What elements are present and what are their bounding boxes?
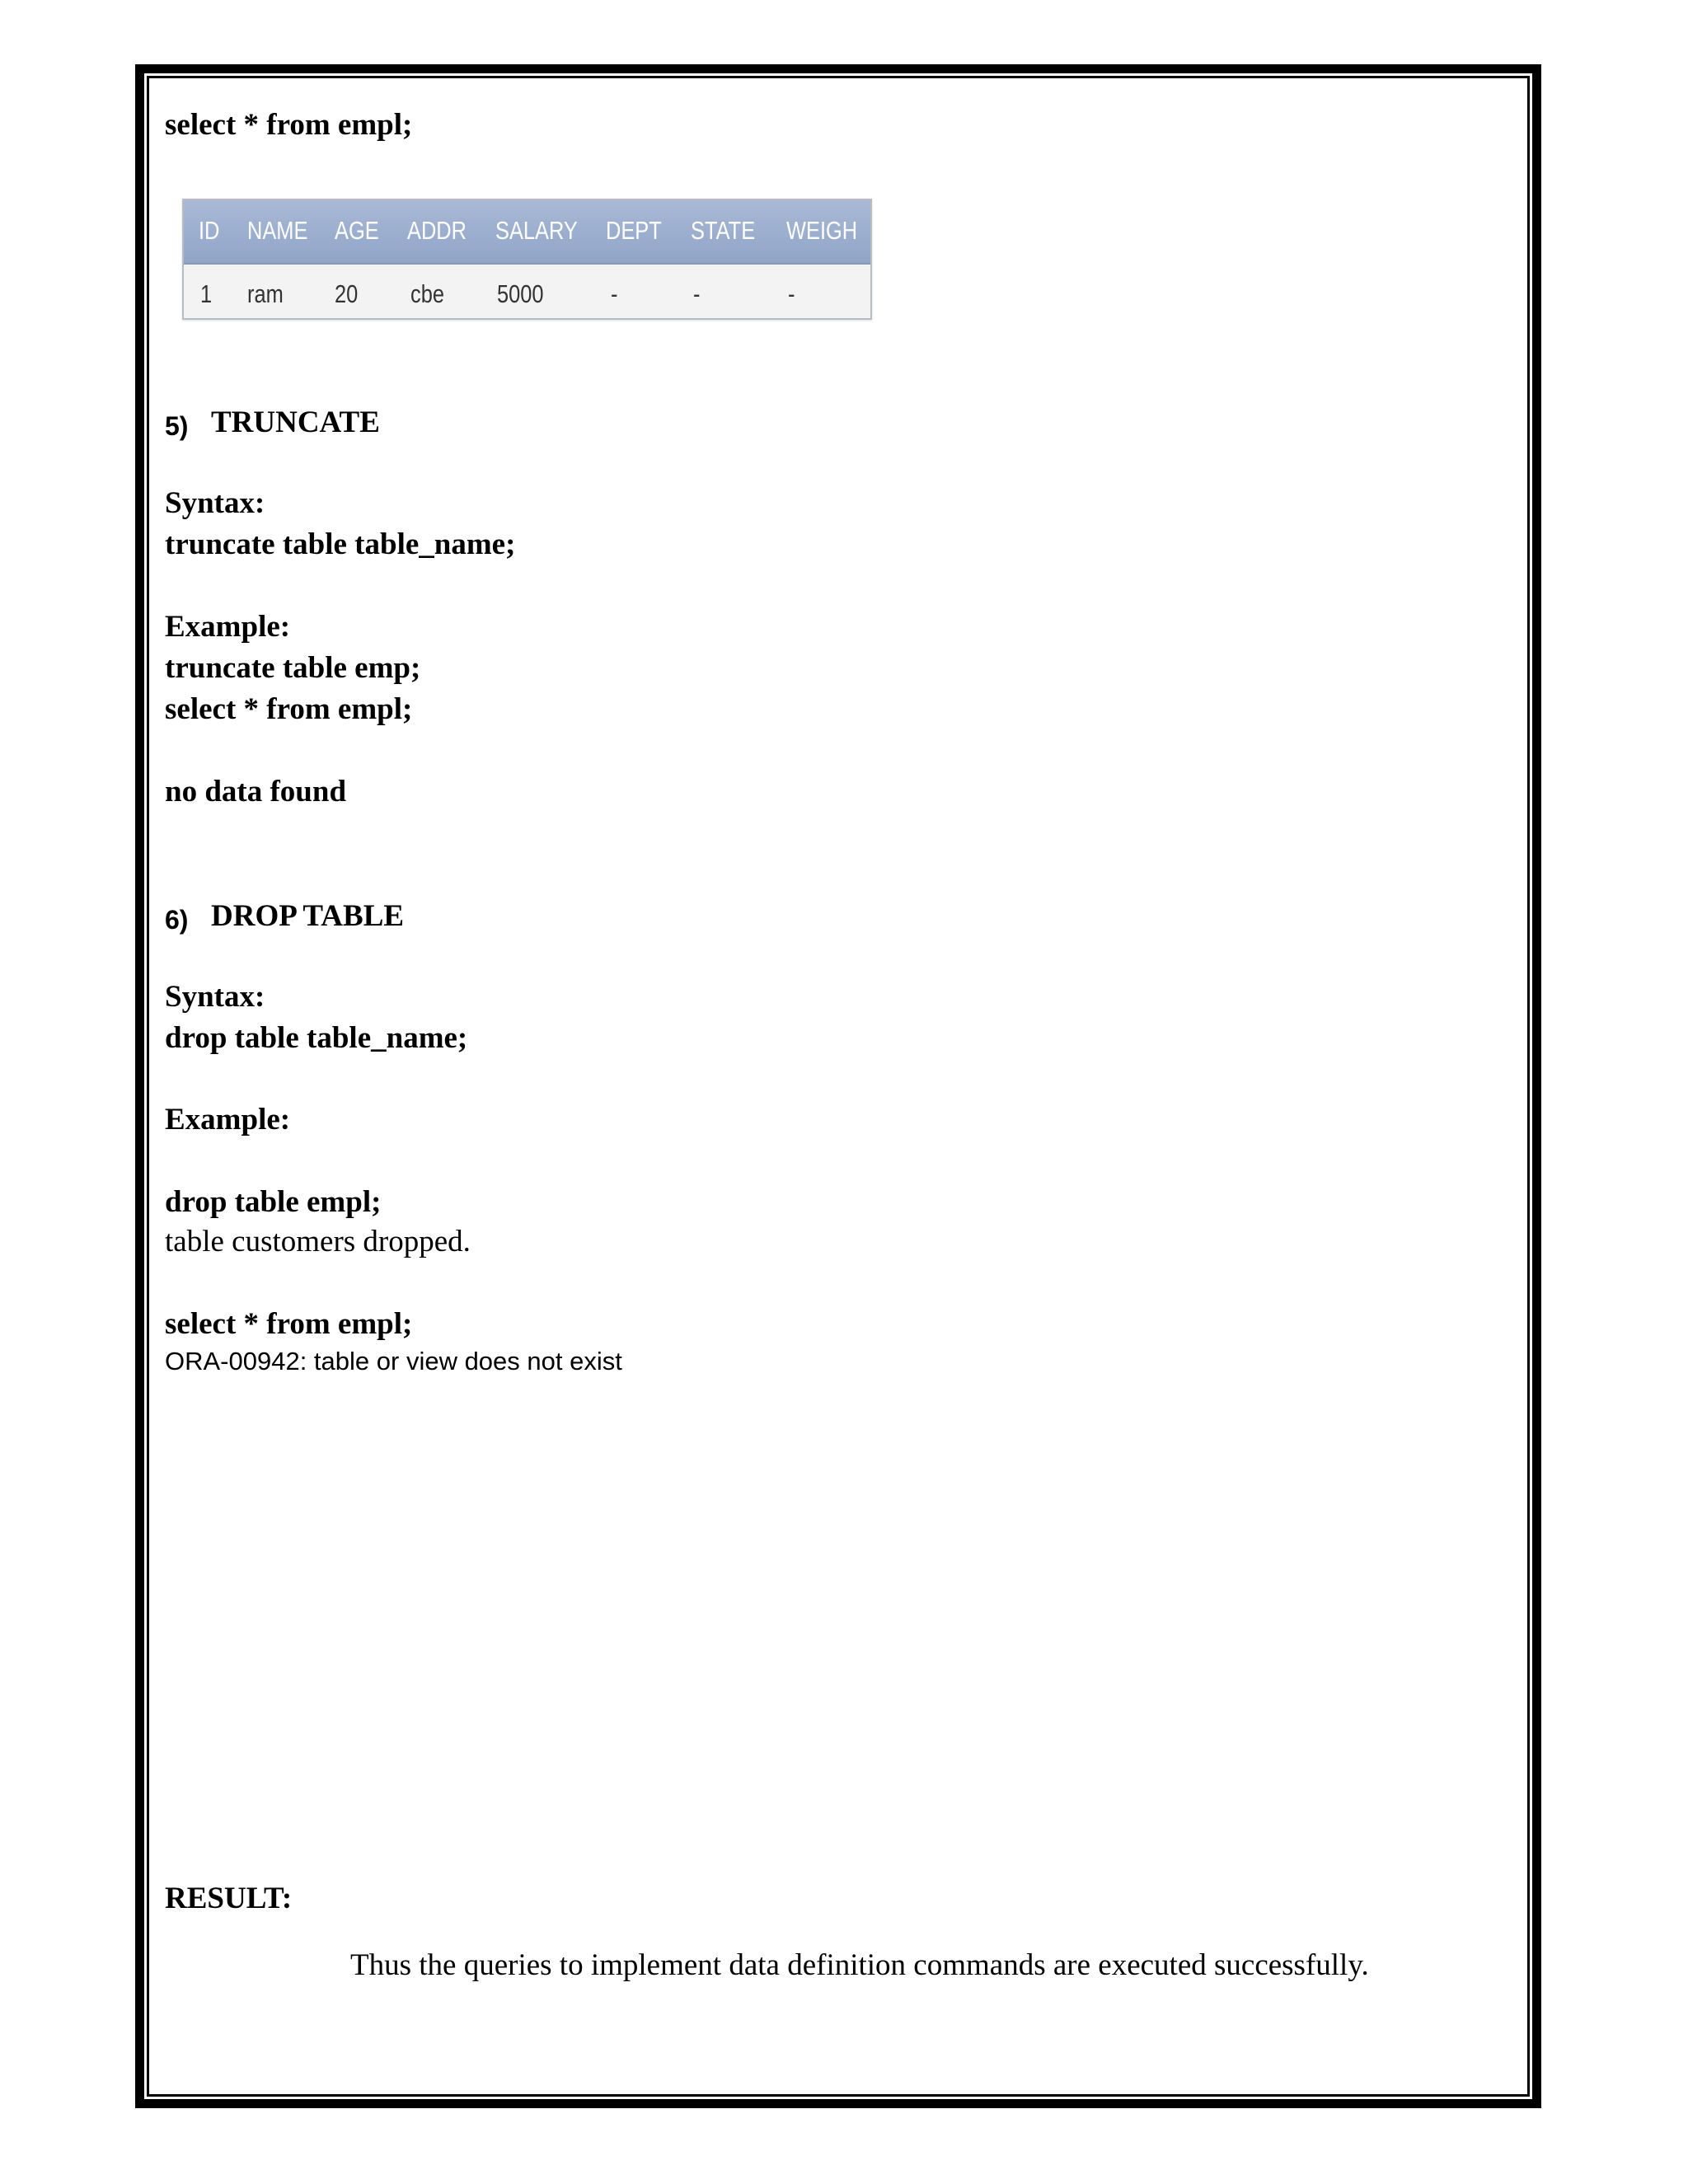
cell-addr: cbe [410, 279, 444, 308]
result-label: RESULT: [165, 1882, 293, 1915]
cell-name: ram [247, 279, 284, 308]
column-header-state: STATE [691, 216, 756, 245]
table-row [184, 265, 870, 318]
column-header-name: NAME [247, 216, 308, 245]
column-header-salary: SALARY [495, 216, 578, 245]
drop-example-output-2: ORA-00942: table or view does not exist [165, 1347, 622, 1376]
column-header-weigh: WEIGH [786, 216, 858, 245]
truncate-output: no data found [165, 775, 347, 808]
cell-state: - [693, 279, 701, 308]
truncate-example-label: Example: [165, 610, 291, 644]
truncate-example-line-1: truncate table emp; [165, 651, 421, 685]
cell-dept: - [611, 279, 618, 308]
drop-example-line-1: drop table empl; [165, 1185, 382, 1219]
cell-weigh: - [788, 279, 795, 308]
drop-example-output-1: table customers dropped. [165, 1225, 471, 1258]
cell-id: 1 [200, 279, 213, 308]
truncate-syntax: truncate table table_name; [165, 527, 516, 561]
drop-syntax-label: Syntax: [165, 980, 265, 1014]
result-table-header [184, 200, 870, 265]
column-header-dept: DEPT [606, 216, 662, 245]
cell-age: 20 [335, 279, 359, 308]
section-number: 5) [165, 411, 189, 441]
column-header-age: AGE [335, 216, 379, 245]
cell-salary: 5000 [497, 279, 544, 308]
page-border-inner [147, 76, 1530, 2097]
column-header-addr: ADDR [407, 216, 467, 245]
truncate-example-line-2: select * from empl; [165, 692, 413, 726]
section-title: DROP TABLE [211, 899, 405, 933]
result-text: Thus the queries to implement data definition commands are executed successfully. [350, 1948, 1369, 1982]
section-number: 6) [165, 905, 189, 935]
drop-example-label: Example: [165, 1103, 291, 1137]
top-query: select * from empl; [165, 108, 413, 142]
column-header-id: ID [199, 216, 220, 245]
result-table [182, 199, 872, 320]
drop-example-line-2: select * from empl; [165, 1307, 413, 1341]
drop-syntax: drop table table_name; [165, 1021, 468, 1055]
truncate-syntax-label: Syntax: [165, 486, 265, 520]
section-title: TRUNCATE [211, 405, 380, 439]
